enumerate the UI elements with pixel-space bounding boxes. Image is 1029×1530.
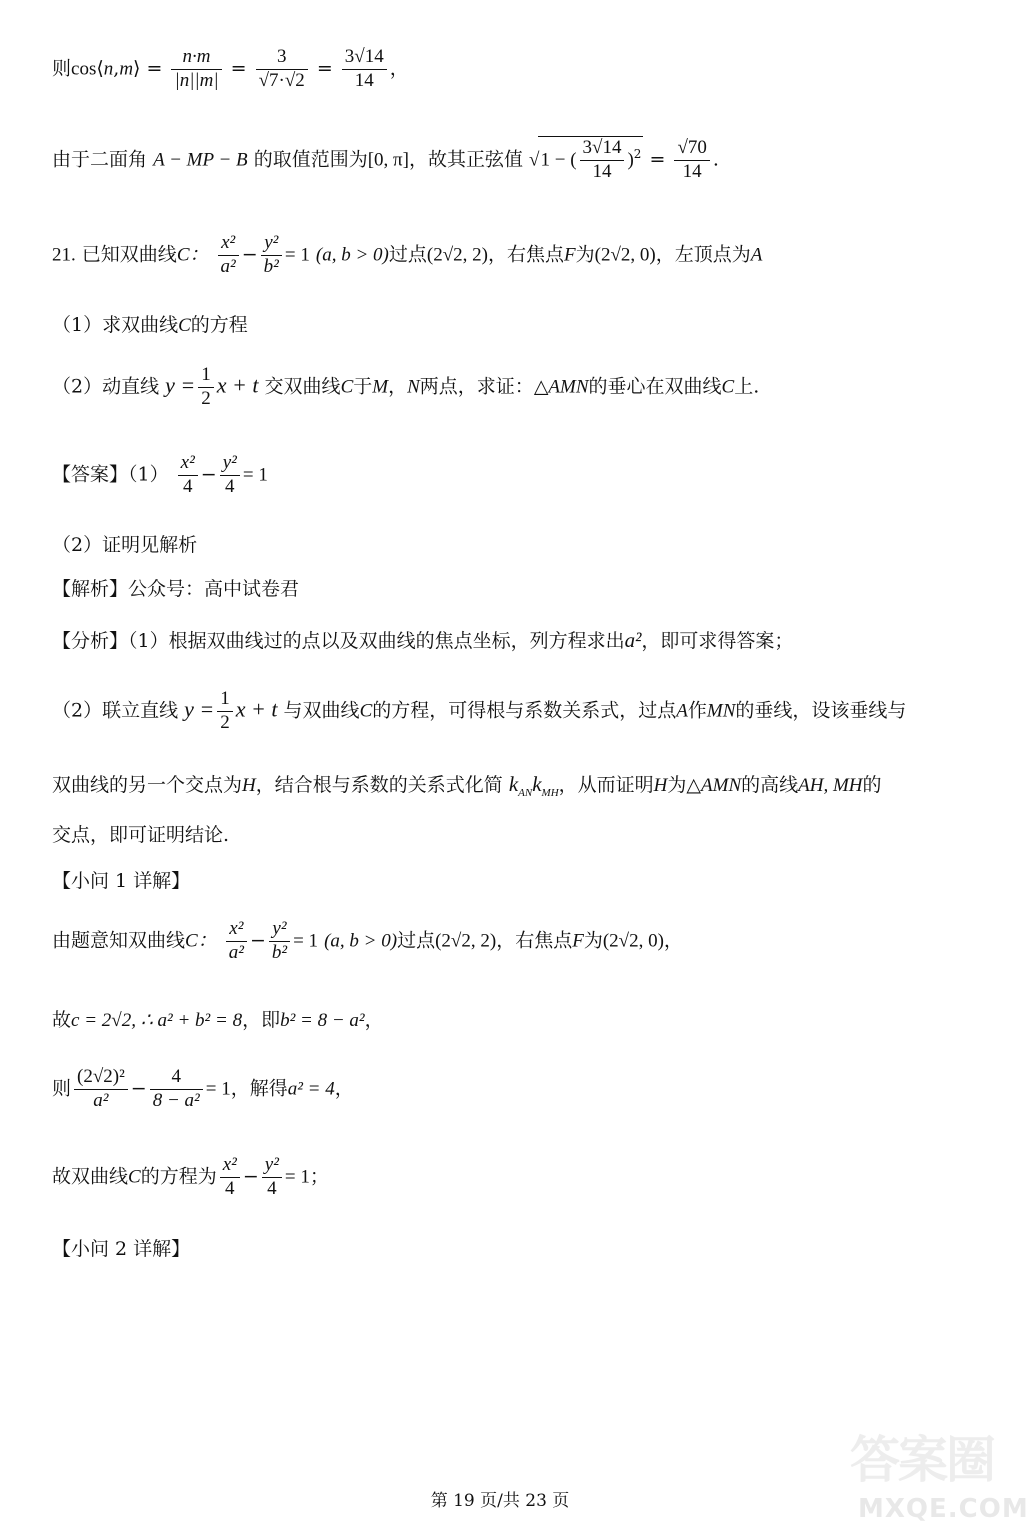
detail-1-line-d: 故双曲线C的方程为 $\frac{\text{x²}}{4}$ − $\frac{\text{y²}}{4}$ = 1；	[52, 1154, 329, 1199]
detail-1-line-a: 由题意知双曲线C： $\frac{\text{x²}}{\text{a²}}$ − $\frac{\text{y²}}{\text{b²}}$ = 1 (a, b > 0)过点(2√2, 2)，右焦点F为(2√2, 0)，	[52, 918, 683, 963]
cos-formula-line: 则cos⟨n,m⟩ = $\frac{n\cdot m}{|n||m|}$ = $\frac{3}{√7\cdot√2}$ = $\frac{3√14}{14}$ ，	[52, 46, 409, 91]
sine-radical: 1 − ( $\frac{3√14}{14}$ )$^2$	[540, 137, 642, 182]
detail-1-line-b: 故c = 2√2, ∴ a² + b² = 8，即b² = 8 − a²，	[52, 1009, 384, 1031]
detail-2-heading: 【小问 2 详解】	[52, 1238, 191, 1260]
watermark-logo: 答案圈 MXQE.COM	[850, 1431, 1029, 1524]
detail-1-line-c: 则 $\frac{\text{(2√2)²}}{\text{a²}}$ − $\frac{4}{\text{8 − a²}}$ = 1，解得a² = 4，	[52, 1066, 354, 1111]
question-21-stem: 21. 已知双曲线C： $\frac{\text{x²}}{\text{a²}}$ − $\frac{\text{y²}}{\text{b²}}$ = 1 (a, b > 0)过点(2√2, 2)，右焦点F为(2√2, 0)，左顶点为A	[52, 232, 763, 277]
question-part-2: （2）动直线 y = $\frac{1}{2}$ x + t 交双曲线C于M，N两点，求证：△AMN的垂心在双曲线C上.	[52, 364, 760, 409]
cos-fraction-value: $\frac{3}{√7\cdot√2}$	[256, 46, 308, 93]
analysis-line-1: 【分析】（1）根据双曲线过的点以及双曲线的焦点坐标，列方程求出a²，即可求得答案；	[52, 628, 794, 652]
detail-1-heading: 【小问 1 详解】	[52, 870, 191, 892]
analysis-line-3: 双曲线的另一个交点为H，结合根与系数的关系式化简 $k_{AN}k_{MH}$，从而证明H为△AMN的高线AH, MH的	[52, 772, 882, 800]
question-part-1: （1）求双曲线C的方程	[52, 314, 248, 336]
answer-part-1: 【答案】（1） $\frac{\text{x²}}{4}$ − $\frac{\text{y²}}{4}$ = 1	[52, 452, 268, 497]
jiexi-line: 【解析】公众号：高中试卷君	[52, 578, 300, 600]
dihedral-sine-line: 由于二面角 A − MP − B 的取值范围为[0, π]，故其正弦值 √1 − ( $\frac{3√14}{14}$ )$^2$ = $\frac{√70}{14}$ .	[52, 137, 719, 182]
sine-result: $\frac{√70}{14}$	[674, 137, 709, 184]
analysis-line-2: （2）联立直线 y = $\frac{1}{2}$ x + t 与双曲线C的方程，可得根与系数关系式，过点A作MN的垂线，设该垂线与	[52, 688, 907, 733]
analysis-line-4: 交点，即可证明结论.	[52, 824, 230, 846]
cos-result: $\frac{3√14}{14}$	[342, 46, 387, 93]
cos-fraction: $\frac{n\cdot m}{|n||m|}$	[171, 46, 221, 93]
page-footer: 第 19 页/共 23 页	[430, 1491, 570, 1511]
answer-part-2: （2）证明见解析	[52, 534, 198, 556]
